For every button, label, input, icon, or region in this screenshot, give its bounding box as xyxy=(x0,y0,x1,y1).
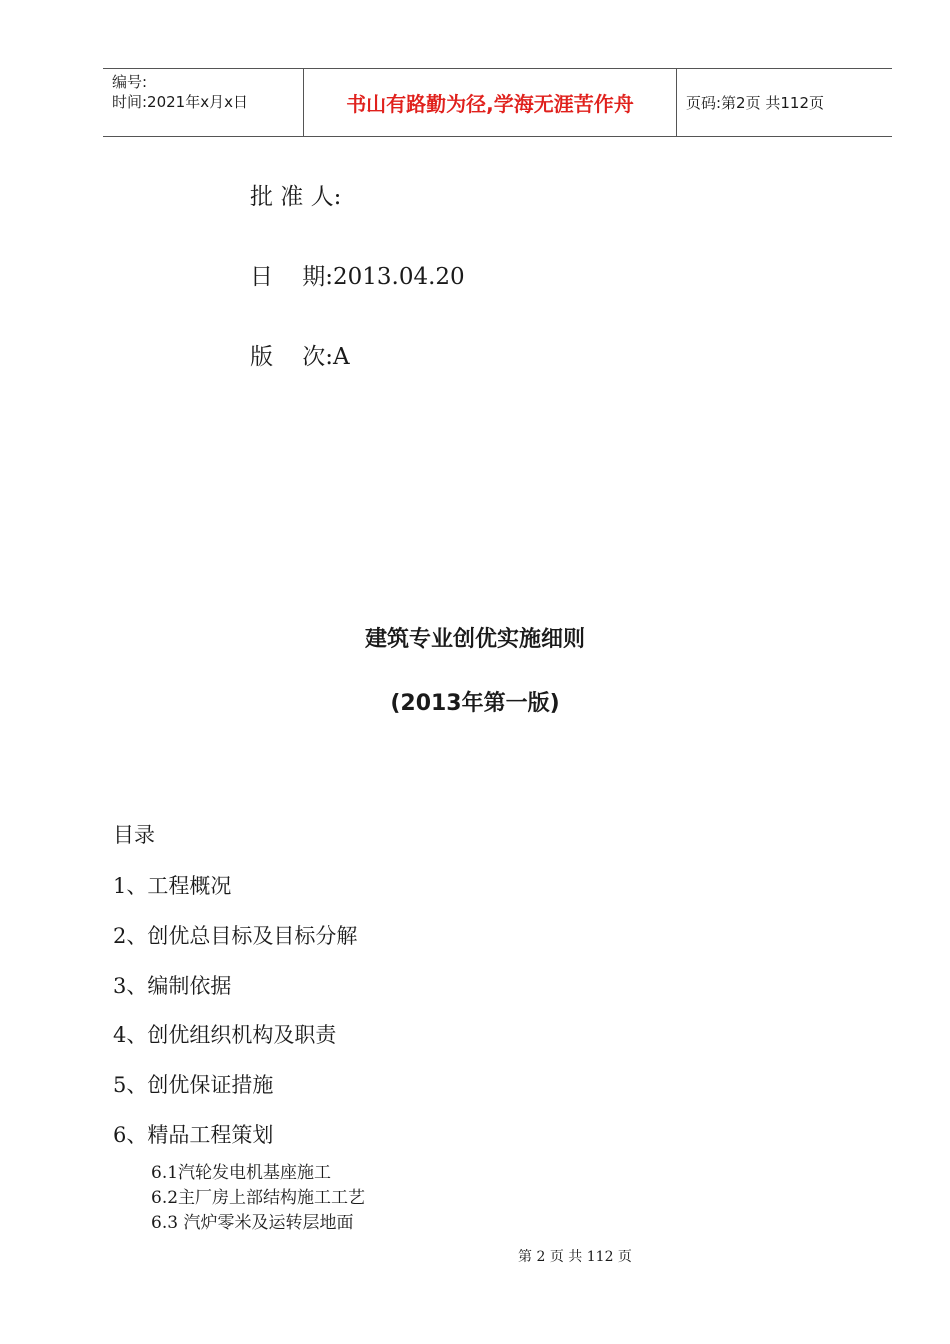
header-page-code: 页码:第2页 共112页 xyxy=(686,94,824,112)
header-info-cell xyxy=(103,69,304,136)
toc-heading: 目录 xyxy=(113,823,155,847)
page-footer: 第 2 页 共 112 页 xyxy=(518,1249,632,1265)
date-field xyxy=(250,258,465,291)
toc-item: 2、创优总目标及目标分解 xyxy=(113,924,358,948)
page-header xyxy=(103,68,892,137)
date-value: 2013.04.20 xyxy=(333,264,465,290)
approver-field xyxy=(250,178,341,211)
approver-label: 批 准 人: xyxy=(250,184,342,210)
toc-subitem: 6.2主厂房上部结构施工工艺 xyxy=(151,1188,366,1208)
toc-item: 3、编制依据 xyxy=(113,974,232,998)
document-subtitle: (2013年第一版) xyxy=(390,691,560,716)
toc-item: 5、创优保证措施 xyxy=(113,1073,274,1097)
header-motto: 书山有路勤为径,学海无涯苦作舟 xyxy=(304,69,677,136)
toc-item: 1、工程概况 xyxy=(113,874,232,898)
toc-subitem: 6.1汽轮发电机基座施工 xyxy=(151,1163,332,1183)
toc-item: 4、创优组织机构及职责 xyxy=(113,1023,337,1047)
toc-item: 6、精品工程策划 xyxy=(113,1123,274,1147)
date-label: 日 期: xyxy=(250,264,333,290)
header-number-label: 编号: xyxy=(112,73,148,91)
header-time-label: 时间:2021年x月x日 xyxy=(112,93,248,111)
toc-subitem: 6.3 汽炉零米及运转层地面 xyxy=(151,1213,354,1233)
version-value: A xyxy=(333,344,350,370)
version-label: 版 次: xyxy=(250,344,333,370)
document-title: 建筑专业创优实施细则 xyxy=(364,627,585,652)
version-field xyxy=(250,338,350,371)
